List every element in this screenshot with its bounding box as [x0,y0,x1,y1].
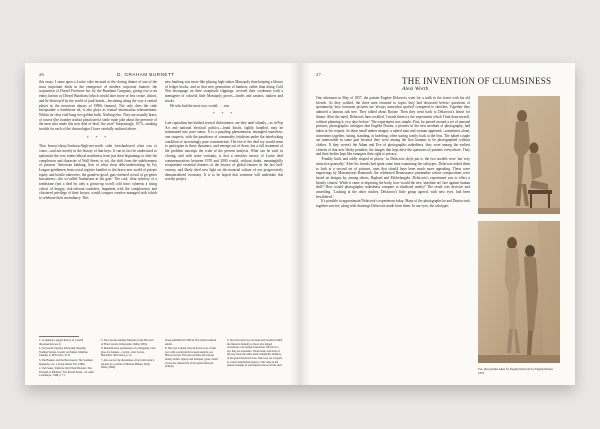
footnote: 2. See Gordon Snyder, Decapsing Sleeping: Nothing Stories, Jewelry on Pumps, Matthias Chemin, at 1870; Ibid., 45 ff. [39,347,88,358]
right-page [300,63,575,385]
running-head: D. GRAHAM BURNETT [117,72,175,77]
left-column-2 [165,80,283,332]
footnote: 3. The Bankers and the Buccaneers: The Southern Magazine, vol. 1 (Long Island, Nov 1988). [39,358,93,366]
calotype-photo-2 [478,221,560,363]
right-body-column [316,96,470,381]
footnote: 1. To unmark a jagged history of a useful disconnection see Jr. [39,339,84,346]
footnotes-col-a [39,339,94,383]
calotype-photo-1 [478,96,560,214]
footnote: 5. The Lucerne Antique Museum of the Baccarat of Fine Lucerne Lithographs 1940s (1965). [101,339,154,346]
paragraph: Late capitalism has birthed several dichotomies: are they until vilantly—as in Pop Art and national electoral politics—frank kitsch, tightly handled, may be transmuted into pure status. It is a puzzling phenomenon, entangled somehow; one suspects, with the paradoxes of commodity fetishism under the interlocking condition of increasingly pure consumerism. The rise of the deal toy would seem to participate in these dynamics, and emerge out of them, but a full treatment of the problem outstrips the scale of the present analysis. What can be said, in closing, and with some certainty, is that a sensitive survey of Lucite deal commemoratives between 1970 and 2000 would, without doubt, meaningfully recapitulate essential features of the history of global finance in the last half-century, and likely shed new light on the material culture of our progressively dematerialized economy. It is to be hoped that someone will undertake this worthy project. [165,120,283,182]
footnotes-col-c [165,339,220,383]
footnote: Dosqi published in 1969 in The Grifted without details. [165,339,217,346]
footnote: 9. Note that deal toys are made and awarded within the financial industry to those who helped orchestrate a successful transaction. Which is to say, they are souvenirs. Trade hands, and most of the toys share the same small commodity intimacy of the global financial class. Deal toys are accepted as coded, institutional objects, with value in the shared nostalgia of participants who recall the deal. [227,339,283,368]
paragraph: this essay, I came upon a Lucite cube encased at the closing dinner of one of the most important deals in the emergence of modern corporate finance: the acquisition of Drexel Firestone Inc. by the Burnham Company, giving rise to an entity known as Drexel Burnham (which would later more or less create, distort, and be destroyed by the world of junk bonds—becoming along the way a central player in the notorious abuses of 1980s finance). Not only does the cube encapsulate a tombstone ad, it also plays as textual information rehearsement. Within its clear void hang two golden bulls. Nothing else. They are actually brass, of course (the founder artifact plasticized a cattle trade joke about the presence of the men who made this new deal of deal, 'the year!' Surprisingly, 1973—making trouble for each of the chronologies I have carefully outlined above. [39,80,157,132]
article-title: THE INVENTION OF CLUMSINESS [402,76,552,86]
paragraph: 'Frankly built, and oddly shaped in places,' as Delacroix dryly put it, the two models were 'not very attractive generally.' After his friends had spent some time examining the calotypes, Delacroix asked them to look at a second set of pictures, ones that should have been much more appealing. These were engravings by Marcantonio Raimondi, the celebrated Renaissance printmaker whose compositions were based on designs by, among others, Raphael and Michelangelo. Delacroix's experiment was to effect a beastly contest. While it came to depicting the body, how would the new 'machine art' fare against human skill? How would photographic nakedness compare to idealized nudity? The result was decisive and unsettling. 'Looking at the other studies, Delacroix's little group agreed, with new eyes, had been bewildered.' [316,157,470,199]
gutter-shadow [300,63,310,385]
article-author: Alexi Worth [402,86,429,92]
left-column-1 [39,80,157,332]
paragraph: He who had the most toys would . . . win. [170,103,230,108]
footnotes-col-d [227,339,283,383]
page-number: 26 [39,72,44,77]
gutter-shadow [290,63,300,385]
section-break: * * * [86,135,110,140]
footnote: 6. Museum-level permanence of cataloguing: clear glass for bankers—crystal, cubic Lucite, Macomb's Wall Street, p. 14. [101,347,156,358]
left-page [25,63,301,385]
paragraph: One afternoon in May of 1857, the painter Eugène Delacroix went for a walk in the forest with his old friends. As they walked, the three men returned to topics they had discussed before: questions of spontaneity, how fortunate pictures are 'always somewhat spoiled' compared to sketches. Together they admired a famous oak tree. They talked about Racine. Then they went back to Delacroix's house for dinner. After the meal, Delacroix later recalled, 'I made them try the experiment which I had done myself, without planning it, two days before.' The experiment was simple. First, he passed around a set of unusual pictures, photographic calotypes that Eugène Durieu, a pioneer in the new medium of photography, had taken at his request. In these small amber images, a naked man and woman appeared—sometimes alone, sometimes together, sitting, standing, or kneeling, often staring warily back at the lens. The naked couple are memorable in some part because they were among the first humans to be photographed without clothes. If they weren't the Adam and Eve of photographic nakedness, they were among the earliest citizens of that new fleshy paradise, the images that kept alive the questions of painters everywhere. They and their bodies kept like strangers their right to privacy. [316,96,470,157]
book-spread [25,63,575,385]
footnote-rule [39,336,79,337]
footnote: 4. Tom Sauer, 'Remove Only Their Pleasure: The Problem of Publicity,' The Fourth Estate, vol. Anth Cellomeyer, 1848, p. 71. [39,367,94,378]
section-break: * * * [212,112,236,117]
paragraph: That brassy/classy/lowbrow/high-net-worth cube foreshadowed what was to come—and not merely in the history of that keys. It can in fact be understood to epitomize the very seems-ethical murkiness from just their beginnings to alter the complexion and character of Wall Street: to wit, the shift from the stubbornness of postwar 'American banking, lists of what short debt-underwriting by Ivy League gentlemen from social register families to the brave new world of private equity and hostile takeovers, the grand-to-good, guts-oriented crowd of go-getter buccaneers—the so-called 'barbarians at the gate.' The cool, clear sobriety of a tombstone (not a deal by only a grown-up word) cold time; whereas a rising cohort of hungry, risk-tolerant outsiders, impatient with the complacency and cloistered privilege of their bosses, would conquer creative managed with which to celebrate their ascendancy. This [39,144,157,201]
page-number: 27 [316,72,321,77]
paragraph: new banking was more like playing high-stakes Monopoly than keeping a library of ledger books, and so that new generation of bankers, rather than doing Cold War decoupage on their scrapbook clippings, covered their credenzas with a menagerie of colorful little Monopoly pieces—hotels and casinos, tankers and trucks. [165,80,283,103]
footnotes-col-b [101,339,156,383]
footnote: 7. Also see for the dissolution of the form when it appears in a profile of Michael Milken, Daily Deals (1984). [101,358,155,370]
photo-caption: Two photographs taken for Eugène Delacroix by Eugène Durieu, 1853. [478,367,554,375]
footnote: 8. The toys scripted artwork in the story of deal toys with a particularly focused analysis, see Horace Gravel. This also includes the various mostly artistic objects and trumpets, gates, which covers the cultural life of the global financial industry. [165,347,218,369]
paragraph: It's possible to approximate Delacroix's experiment today. Many of the photographs he and Durieu took together survive, along with drawings Delacroix made from them. In our eyes, the calotypes [316,199,470,209]
